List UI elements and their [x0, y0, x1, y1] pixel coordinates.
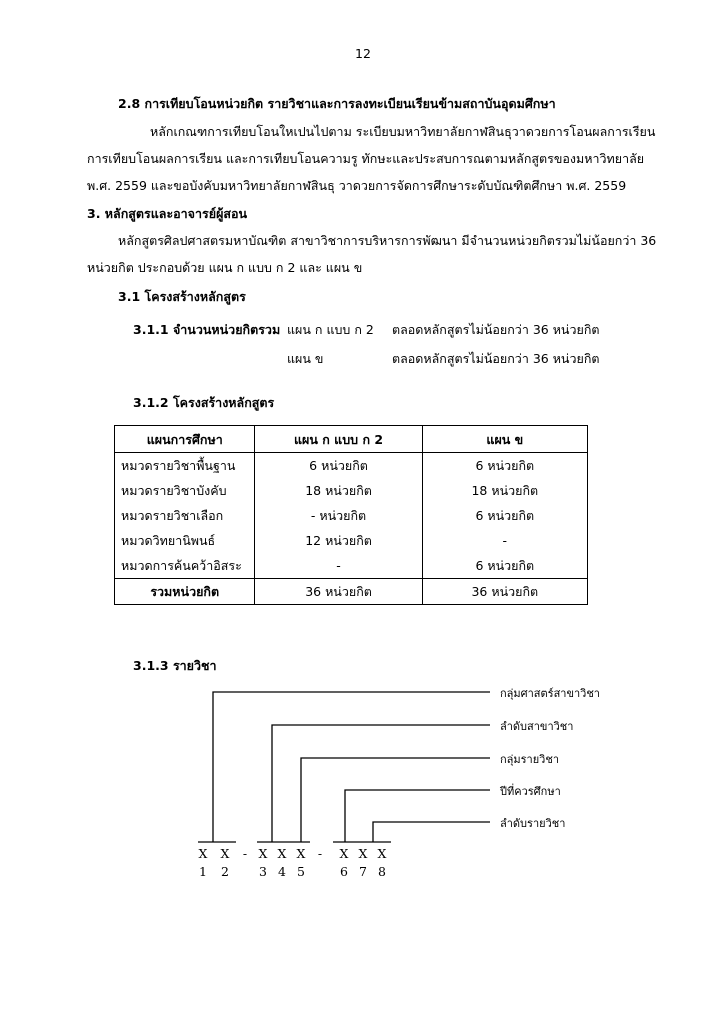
- connector-line: [213, 692, 490, 842]
- plan-a-credits: ตลอดหลักสูตรไม่น้อยกว่า 36 หน่วยกิต: [392, 322, 600, 337]
- table-cell: 36 หน่วยกิต: [422, 579, 587, 605]
- code-digit: 5: [297, 864, 305, 879]
- table-cell: 6 หน่วยกิต: [422, 453, 587, 479]
- table-row: [115, 528, 588, 553]
- table-row: [115, 553, 588, 579]
- label-major-order: ลำดับสาขาวิชา: [500, 720, 574, 733]
- code-char: X: [277, 846, 287, 861]
- table-cell: หมวดการค้นคว้าอิสระ: [115, 553, 255, 579]
- table-cell: หมวดรายวิชาเลือก: [115, 503, 255, 528]
- section-3-1-1-label: 3.1.1 จำนวนหน่วยกิตรวม: [133, 322, 281, 337]
- code-char: X: [296, 846, 306, 861]
- table-cell: -: [255, 553, 422, 579]
- connector-line: [345, 790, 490, 842]
- section-3-1-3-heading: 3.1.3 รายวิชา: [133, 658, 217, 673]
- section-3-heading: 3. หลักสูตรและอาจารย์ผู้สอน: [87, 206, 248, 221]
- section-3-line-1: หลักสูตรศิลปศาสตรมหาบัณฑิต สาขาวิชาการบริหารการพัฒนา มีจำนวนหน่วยกิตรวมไม่น้อยกว่า 36: [118, 233, 657, 248]
- table-cell: - หน่วยกิต: [255, 503, 422, 528]
- code-char: X: [198, 846, 208, 861]
- code-digit: 7: [359, 864, 367, 879]
- section-2-8-line-2: การเทียบโอนผลการเรียน และการเทียบโอนความรู ทักษะและประสบการณตามหลักสูตรของมหาวิทยาลัย: [87, 151, 645, 166]
- table-row: [115, 503, 588, 528]
- code-char: X: [358, 846, 368, 861]
- code-char: -: [317, 846, 323, 861]
- code-char: X: [258, 846, 268, 861]
- table-cell: 18 หน่วยกิต: [255, 478, 422, 503]
- table-cell: หมวดวิทยานิพนธ์: [115, 528, 255, 553]
- table-cell: 6 หน่วยกิต: [255, 453, 422, 479]
- code-digit: 2: [221, 864, 229, 879]
- plan-b-credits: ตลอดหลักสูตรไม่น้อยกว่า 36 หน่วยกิต: [392, 351, 600, 366]
- section-3-line-2: หน่วยกิต ประกอบด้วย แผน ก แบบ ก 2 และ แผน ข: [87, 260, 363, 275]
- plan-a-name: แผน ก แบบ ก 2: [287, 322, 374, 337]
- code-char: -: [242, 846, 248, 861]
- table-header-row: [115, 426, 588, 453]
- curriculum-structure-table: [114, 425, 588, 605]
- code-char: X: [377, 846, 387, 861]
- label-course-order: ลำดับรายวิชา: [500, 817, 566, 830]
- table-row: [115, 478, 588, 503]
- page-number: 12: [355, 46, 371, 61]
- table-cell: 36 หน่วยกิต: [255, 579, 422, 605]
- table-header: แผน ก แบบ ก 2: [255, 426, 422, 453]
- connector-line: [301, 758, 490, 842]
- label-study-year: ปีที่ควรศึกษา: [500, 785, 561, 798]
- table-row: [115, 453, 588, 479]
- code-digit: 1: [199, 864, 207, 879]
- table-cell: หมวดรายวิชาพื้นฐาน: [115, 453, 255, 479]
- code-digit: 6: [340, 864, 348, 879]
- table-cell: หมวดรายวิชาบังคับ: [115, 478, 255, 503]
- connector-line: [373, 822, 490, 842]
- table-cell: รวมหน่วยกิต: [115, 579, 255, 605]
- label-course-group: กลุ่มรายวิชา: [500, 753, 560, 766]
- code-digit: 3: [259, 864, 267, 879]
- code-digit: 8: [378, 864, 386, 879]
- code-char: X: [339, 846, 349, 861]
- section-2-8-line-3: พ.ศ. 2559 และขอบังคับมหาวิทยาลัยกาฬสินธุ วาดวยการจัดการศึกษาระดับบัณฑิตศึกษา พ.ศ. 2559: [87, 178, 627, 193]
- plan-b-name: แผน ข: [287, 351, 324, 366]
- section-3-1-heading: 3.1 โครงสร้างหลักสูตร: [118, 289, 246, 304]
- connector-line: [272, 725, 490, 842]
- table-header: แผน ข: [422, 426, 587, 453]
- table-cell: 12 หน่วยกิต: [255, 528, 422, 553]
- section-3-1-2-heading: 3.1.2 โครงสร้างหลักสูตร: [133, 395, 275, 410]
- table-header: แผนการศึกษา: [115, 426, 255, 453]
- table-cell: 18 หน่วยกิต: [422, 478, 587, 503]
- code-char: X: [220, 846, 230, 861]
- table-cell: -: [422, 528, 587, 553]
- code-digit: 4: [278, 864, 286, 879]
- section-2-8-line-1: หลักเกณฑการเทียบโอนใหเปนไปตาม ระเบียบมหาวิทยาลัยกาฬสินธุวาดวยการโอนผลการเรียน: [150, 124, 656, 139]
- table-cell: 6 หน่วยกิต: [422, 503, 587, 528]
- table-cell: 6 หน่วยกิต: [422, 553, 587, 579]
- table-total-row: [115, 579, 588, 605]
- section-2-8-heading: 2.8 การเทียบโอนหน่วยกิต รายวิชาและการลงทะเบียนเรียนข้ามสถาบันอุดมศึกษา: [118, 96, 556, 111]
- label-subject-group: กลุ่มศาสตร์สาขาวิชา: [500, 687, 600, 700]
